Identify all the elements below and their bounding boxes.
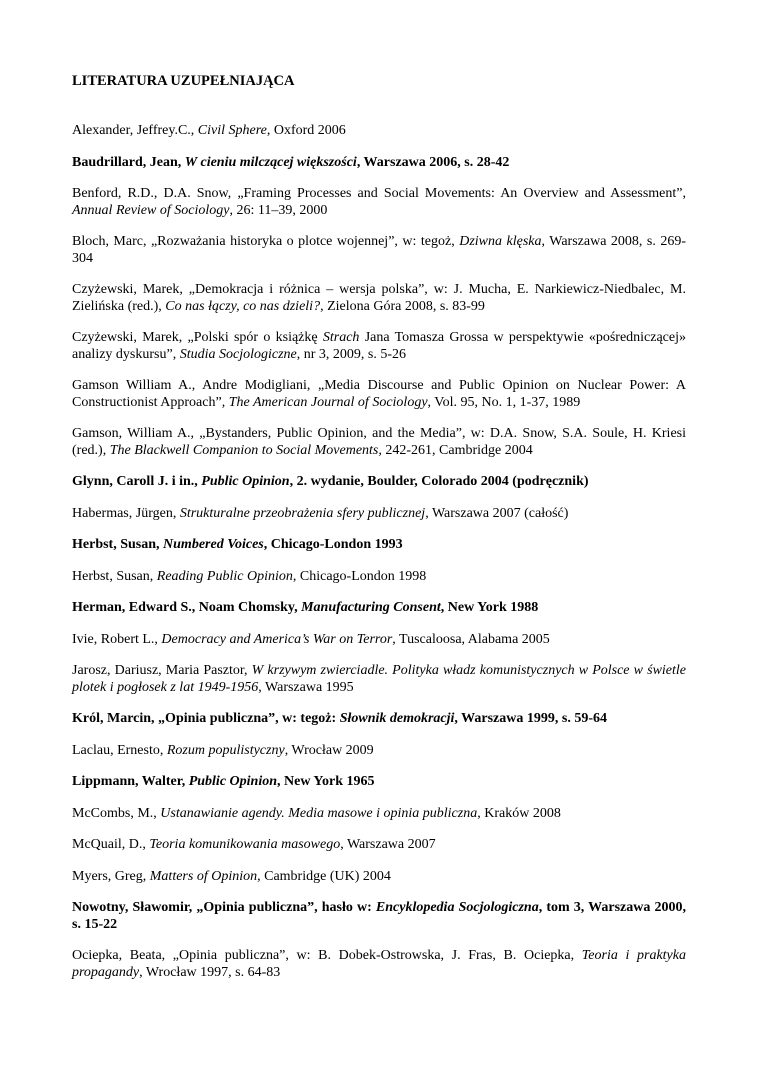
entry-title-italic: Encyklopedia Socjologiczna [375,900,539,915]
entry-title-italic: Manufacturing Consent [301,600,441,615]
bibliography-entry [72,186,686,219]
bibliography-entry [72,600,686,617]
bibliography-entry [72,774,686,791]
entry-text: , Vol. 95, No. 1, 1-37, 1989 [427,394,581,410]
entry-text: , nr 3, 2009, s. 5-26 [296,346,407,362]
entry-text: Gamson, William A., „Bystanders, Public Opinion, and the Media”, w: D.A. Snow, S.A. Soule, H. Kriesi (red.), [72,426,686,458]
entry-text: Lippmann, Walter, [72,774,189,789]
entry-title-italic: The Blackwell Companion to Social Movements, [109,442,382,458]
entry-title-italic: Civil Sphere [197,123,267,138]
bibliography-entry [72,948,686,981]
entry-text: Glynn, Caroll J. i in., [72,474,202,489]
entry-text: 242-261, Cambridge 2004 [381,442,533,458]
entry-text: Jarosz, Dariusz, Maria Pasztor, [72,663,252,678]
entry-title-italic: Słownik demokracji [339,711,455,726]
entry-text: Król, Marcin, „Opinia publiczna”, w: tegoż: [72,711,340,726]
entry-title-italic: W krzywym zwierciadle. Polityka władz komunistycznych w Polsce w świetle plotek i pogłosek z lat 1949-1956 [72,663,687,695]
entry-text: Alexander, Jeffrey.C., [72,123,198,138]
bibliography-entry [72,743,686,760]
page-title: LITERATURA UZUPEŁNIAJĄCA [72,73,295,89]
entry-text: , New York 1965 [277,774,375,789]
bibliography-entry [72,806,686,823]
entry-title-italic: Numbered Voices [163,537,264,552]
entry-title-italic: Public Opinion [201,474,290,489]
entry-title-italic: W cieniu milczącej większości [184,154,357,170]
bibliography-entry [72,900,686,933]
entry-title-italic: Rozum populistyczny [166,742,285,758]
entry-text: Habermas, Jürgen, [72,505,180,521]
entry-title-italic: Annual Review of Sociology [72,202,230,218]
entry-title-italic: Strukturalne przeobrażenia sfery publicznej [179,505,426,521]
bibliography-entry [72,663,686,696]
bibliography-entry [72,711,686,728]
entry-text: Herbst, Susan, [72,537,164,552]
entry-text: Baudrillard, Jean, [72,154,185,170]
entry-text: Czyżewski, Marek, „Polski spór o książkę [72,330,323,345]
entry-title-italic: Matters of Opinion [149,868,258,884]
entry-title-italic: Ustanawianie agendy. Media masowe i opinia publiczna [160,805,478,821]
entry-title-italic: Teoria komunikowania masowego [149,837,341,852]
entry-text: Herbst, Susan, [72,568,157,584]
entry-text: , Warszawa 1999, s. 59-64 [454,711,607,726]
entry-title-italic: Public Opinion [188,774,277,789]
bibliography-entry [72,123,686,140]
entry-title-italic: Studia Socjologiczne [179,346,297,362]
entry-text: McQuail, D., [72,837,150,852]
entry-text: , Zielona Góra 2008, s. 83-99 [320,298,485,314]
entry-text: , New York 1988 [440,600,539,615]
entry-text: Laclau, Ernesto, [72,742,167,758]
entry-text: Nowotny, Sławomir, „Opinia publiczna”, hasło w: [72,900,376,915]
entry-text: , Warszawa 2007 [340,837,436,852]
entry-text: , Warszawa 1995 [258,679,354,695]
entry-text: , Wrocław 1997, s. 64-83 [139,964,281,980]
entry-text: , Wrocław 2009 [284,742,374,758]
entry-text: Gamson William A., Andre Modigliani, „Media Discourse and Public Opinion on Nuclear Power: A Constructionist Approach”, [72,378,686,410]
bibliography-entry [72,330,686,363]
bibliography-entry [72,474,686,491]
bibliography-entry [72,155,686,172]
entry-title-italic: Strach [322,330,360,345]
bibliography-entry [72,869,686,886]
entry-text: Herman, Edward S., Noam Chomsky, [72,600,302,615]
entry-text: , 26: 11–39, 2000 [229,202,328,218]
entry-text: Benford, R.D., D.A. Snow, „Framing Processes and Social Movements: An Overview and Assessment”, [72,186,686,201]
entry-text: , 2. wydanie, Boulder, Colorado 2004 (podręcznik) [289,474,589,489]
document-page [72,72,686,996]
bibliography-entry [72,837,686,854]
entry-text: , Chicago-London 1998 [292,568,427,584]
entry-title-italic: Reading Public Opinion [156,568,293,584]
bibliography-entry [72,569,686,586]
entry-title-italic: Democracy and America’s War on Terror [161,631,393,647]
entry-text: , Warszawa 2007 (całość) [425,505,569,521]
bibliography-entry [72,426,686,459]
entry-text: , Cambridge (UK) 2004 [257,868,391,884]
entry-title-italic: Teoria i praktyka propagandy [72,948,686,980]
entry-text: Myers, Greg, [72,868,150,884]
entry-text: , Tuscaloosa, Alabama 2005 [392,631,550,647]
bibliography-list [72,123,686,981]
bibliography-entry [72,632,686,649]
entry-text: , Chicago-London 1993 [263,537,403,552]
entry-text: , Kraków 2008 [477,805,561,821]
entry-text: Czyżewski, Marek, „Demokracja i różnica – wersja polska”, w: J. Mucha, E. Narkiewicz-Niedbalec, M. Zielińska (red.), [72,282,686,314]
entry-text: , Oxford 2006 [266,123,346,138]
entry-title-italic: Co nas łączy, co nas dzieli? [165,298,321,314]
entry-text: Ivie, Robert L., [72,631,162,647]
entry-text: Jana Tomasza Grossa w perspektywie «pośredniczącej» analizy dyskursu”, [72,330,687,362]
bibliography-entry [72,537,686,554]
entry-text: Ociepka, Beata, „Opinia publiczna”, w: B. Dobek-Ostrowska, J. Fras, B. Ociepka, [72,948,582,963]
entry-text: , Warszawa 2008, s. 269-304 [72,234,687,266]
bibliography-entry [72,282,686,315]
entry-text: McCombs, M., [72,805,161,821]
entry-title-italic: The American Journal of Sociology [228,394,428,410]
entry-title-italic: Dziwna klęska [459,234,542,249]
bibliography-entry [72,378,686,411]
entry-text: , tom 3, Warszawa 2000, s. 15-22 [72,900,686,932]
entry-text: Bloch, Marc, „Rozważania historyka o plotce wojennej”, w: tegoż, [72,234,460,249]
bibliography-entry [72,234,686,267]
entry-text: , Warszawa 2006, s. 28-42 [356,154,510,170]
bibliography-entry [72,506,686,523]
